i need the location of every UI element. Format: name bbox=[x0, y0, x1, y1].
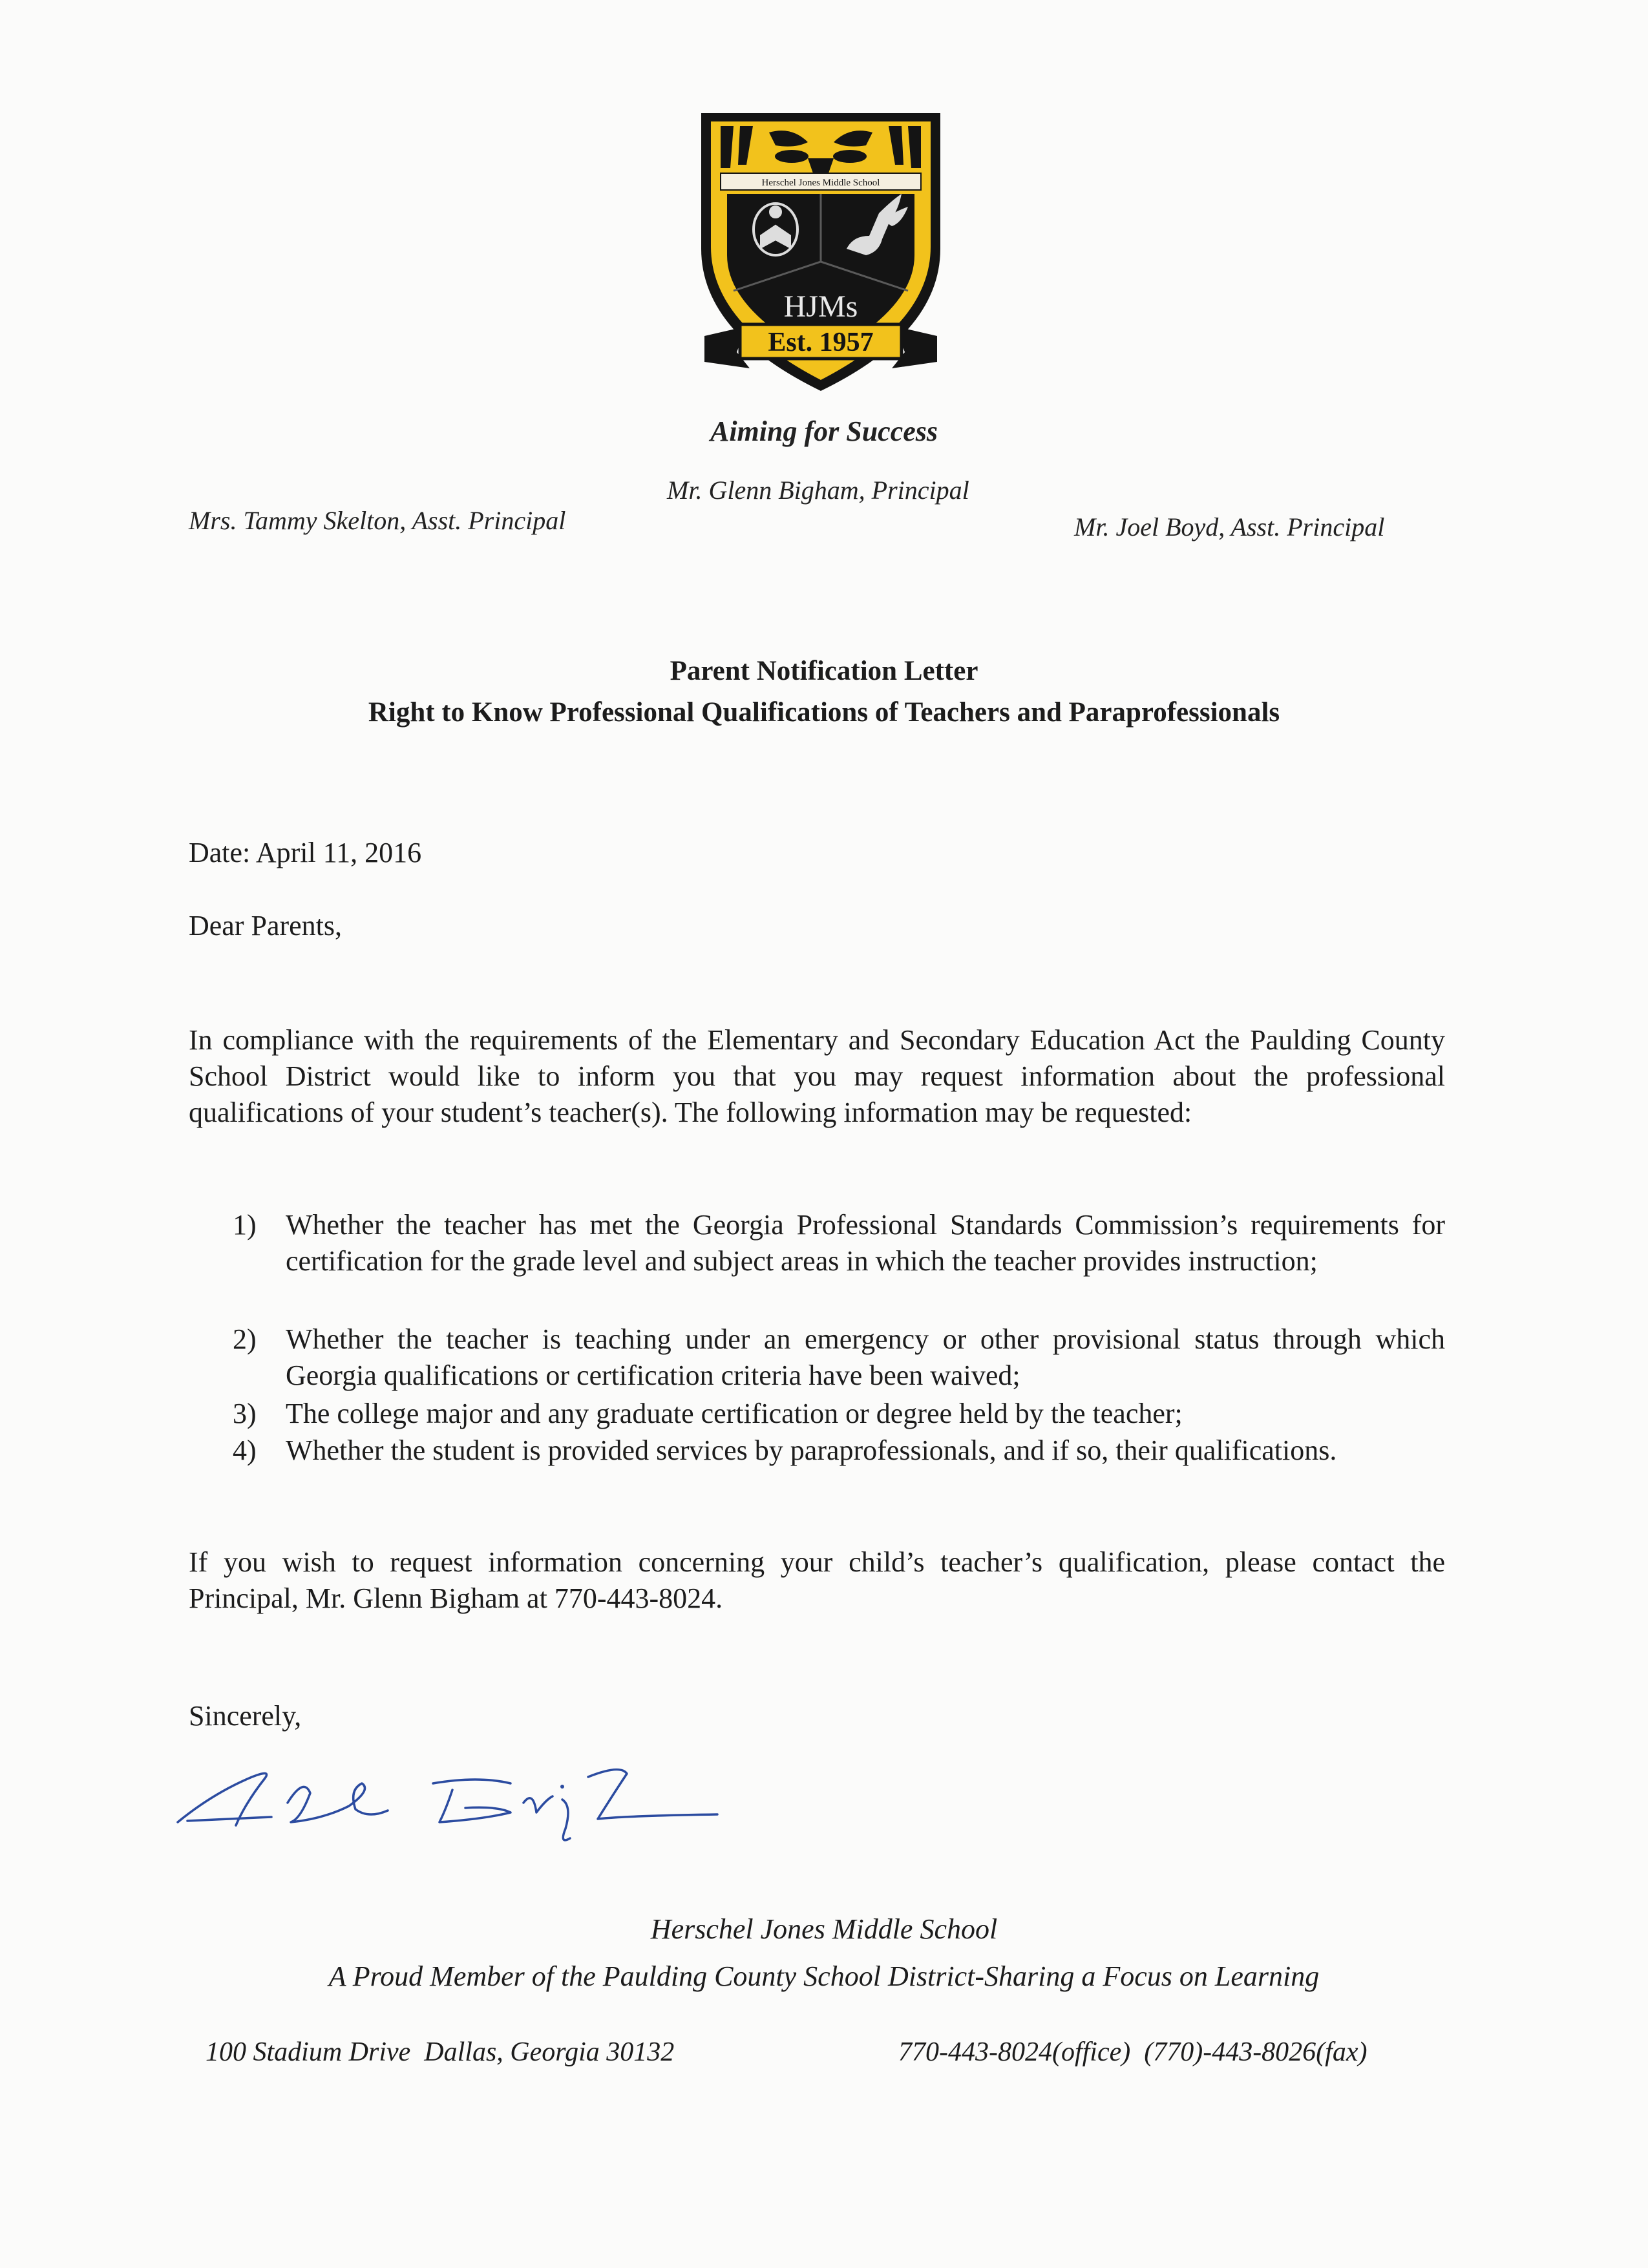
footer-phones: 770-443-8024(office) (770)-443-8026(fax) bbox=[898, 2037, 1368, 2067]
letter-subtitle: Right to Know Professional Qualifications of Teachers and Paraprofessionals bbox=[368, 697, 1280, 728]
asst-principal-left: Mrs. Tammy Skelton, Asst. Principal bbox=[189, 506, 566, 535]
closing: Sincerely, bbox=[189, 1700, 302, 1732]
list-text: Whether the student is provided services by paraprofessionals, and if so, their qualifications. bbox=[286, 1434, 1337, 1466]
list-number: 3) bbox=[233, 1398, 257, 1429]
crest-established: Est. 1957 bbox=[768, 328, 874, 357]
letter-date: Date: April 11, 2016 bbox=[189, 837, 422, 868]
school-motto: Aiming for Success bbox=[710, 415, 938, 447]
asst-principal-right: Mr. Joel Boyd, Asst. Principal bbox=[1074, 512, 1385, 541]
list-number: 2) bbox=[233, 1323, 257, 1355]
intro-paragraph: In compliance with the requirements of the Elementary and Secondary Education Act the Paulding County School District would like to inform you that you may request information about the professional qualifications of your student’s teacher(s). The following information may be requested: bbox=[189, 1024, 1445, 1128]
list-item bbox=[233, 1321, 1445, 1394]
signature-image bbox=[174, 1738, 730, 1848]
list-item bbox=[233, 1396, 1445, 1432]
contact-paragraph: If you wish to request information concerning your child’s teacher’s qualification, please contact the Principal, Mr. Glenn Bigham at 770-443-8024. bbox=[189, 1546, 1445, 1614]
school-crest-logo bbox=[685, 97, 956, 401]
list-number: 1) bbox=[233, 1209, 257, 1241]
footer-school-name: Herschel Jones Middle School bbox=[650, 1913, 998, 1945]
greeting: Dear Parents, bbox=[189, 910, 343, 941]
list-item bbox=[233, 1433, 1445, 1469]
crest-initials: HJMs bbox=[783, 289, 858, 324]
list-text: The college major and any graduate certification or degree held by the teacher; bbox=[286, 1398, 1183, 1429]
footer-address: 100 Stadium Drive Dallas, Georgia 30132 bbox=[206, 2037, 675, 2067]
list-number: 4) bbox=[233, 1434, 257, 1466]
footer-member-line: A Proud Member of the Paulding County School District-Sharing a Focus on Learning bbox=[328, 1960, 1320, 1992]
crest-school-name: Herschel Jones Middle School bbox=[761, 178, 880, 188]
list-text: Whether the teacher is teaching under an emergency or other provisional status through which Georgia qualifications or certification criteria have been waived; bbox=[286, 1323, 1445, 1391]
principal-name: Mr. Glenn Bigham, Principal bbox=[667, 476, 969, 505]
list-text: Whether the teacher has met the Georgia Professional Standards Commission’s requirements for certification for the grade level and subject areas in which the teacher provides instruction; bbox=[286, 1209, 1445, 1277]
letter-title: Parent Notification Letter bbox=[670, 656, 978, 686]
list-item bbox=[233, 1207, 1445, 1279]
